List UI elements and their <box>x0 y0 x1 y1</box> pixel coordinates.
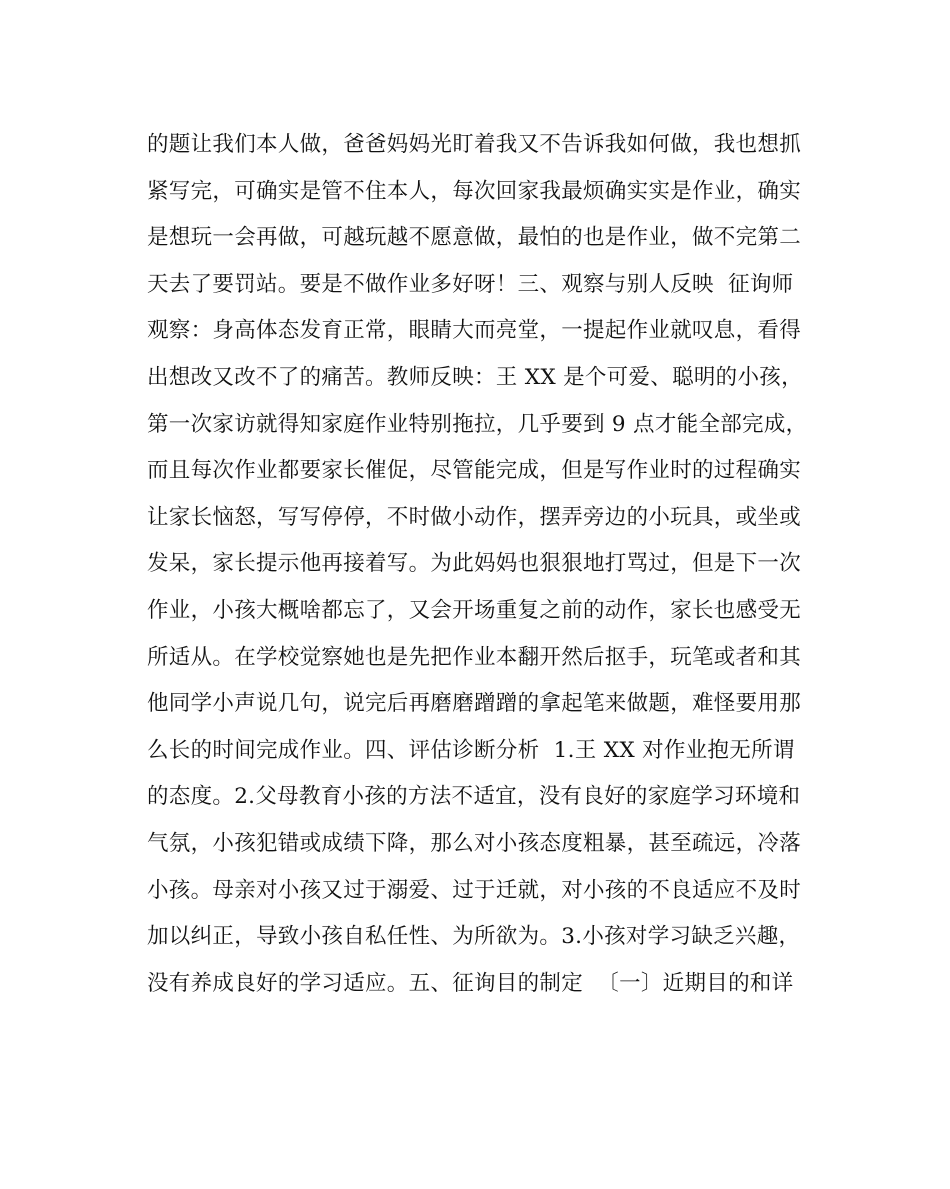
text-line: 的态度。2.父母教育小孩的方法不适宜，没有良好的家庭学习环境和 <box>147 784 801 810</box>
text-line: 第一次家访就得知家庭作业特别拖拉，几乎要到 9 点才能全部完成， <box>147 411 807 437</box>
text-line: 天去了要罚站。要是不做作业多好呀！三、观察与别人反映 征询师 <box>147 271 794 297</box>
text-line: 作业，小孩大概啥都忘了，又会开场重复之前的动作，家长也感受无 <box>147 597 802 623</box>
text-line: 而且每次作业都要家长催促，尽管能完成，但是写作业时的过程确实 <box>147 458 802 484</box>
body-text <box>147 122 807 1007</box>
text-line: 让家长恼怒，写写停停，不时做小动作，摆弄旁边的小玩具，或坐或 <box>147 504 802 530</box>
text-line: 紧写完，可确实是管不住本人，每次回家我最烦确实实是作业，确实 <box>147 178 802 204</box>
text-line: 所适从。在学校觉察她也是先把作业本翻开然后抠手，玩笔或者和其 <box>147 644 802 670</box>
text-line: 的题让我们本人做，爸爸妈妈光盯着我又不告诉我如何做，我也想抓 <box>147 132 802 157</box>
text-line: 加以纠正，导致小孩自私任性、为所欲为。3.小孩对学习缺乏兴趣， <box>147 924 801 950</box>
text-line: 小孩。母亲对小孩又过于溺爱、过于迁就，对小孩的不良适应不及时 <box>147 877 802 903</box>
text-line: 是想玩一会再做，可越玩越不愿意做，最怕的也是作业，做不完第二 <box>147 225 802 251</box>
text-line: 他同学小声说几句，说完后再磨磨蹭蹭的拿起笔来做题，难怪要用那 <box>147 691 802 717</box>
text-line: 么长的时间完成作业。四、评估诊断分析 1.王 XX 对作业抱无所谓 <box>147 737 795 763</box>
text-line: 发呆，家长提示他再接着写。为此妈妈也狠狠地打骂过，但是下一次 <box>147 551 802 577</box>
text-line: 没有养成良好的学习适应。五、征询目的制定 〔一〕近期目的和详 <box>147 970 794 996</box>
text-line: 观察：身高体态发育正常，眼睛大而亮堂，一提起作业就叹息，看得 <box>147 318 802 344</box>
text-line: 气氛，小孩犯错或成绩下降，那么对小孩态度粗暴，甚至疏远，冷落 <box>147 830 802 856</box>
text-line: 出想改又改不了的痛苦。教师反映：王 XX 是个可爱、聪明的小孩， <box>147 364 803 390</box>
